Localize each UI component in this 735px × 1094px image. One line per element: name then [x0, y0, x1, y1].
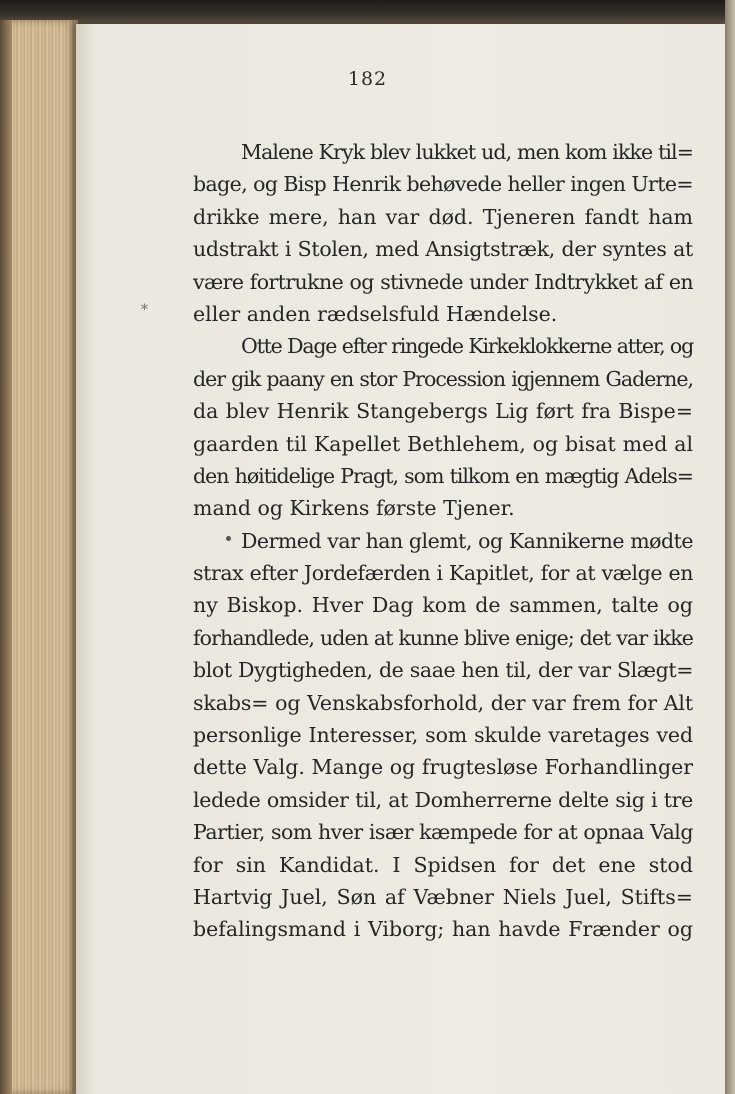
text-line: dette Valg. Mange og frugtesløse Forhandlinger — [193, 755, 693, 780]
book-cover-edge — [0, 20, 12, 1094]
text-line: der gik paany en stor Procession igjennem Gaderne, — [193, 366, 693, 391]
text-line: befalingsmand i Viborg; han havde Frænder og — [193, 917, 693, 942]
text-line: den høitidelige Pragt, som tilkom en mægtig Adels= — [193, 463, 693, 488]
margin-mark: * — [141, 302, 148, 318]
text-line: personlige Interesser, som skulde varetages ved — [193, 723, 693, 748]
text-line: udstrakt i Stolen, med Ansigtstræk, der syntes at — [193, 237, 693, 262]
text-line: skabs= og Venskabsforhold, der var frem for Alt — [193, 690, 693, 715]
text-line: Hartvig Juel, Søn af Væbner Niels Juel, Stifts= — [193, 884, 693, 909]
text-line: være fortrukne og stivnede under Indtrykket af en — [193, 269, 693, 294]
text-line: forhandlede, uden at kunne blive enige; det var ikke — [193, 625, 693, 650]
text-line: eller anden rædselsfuld Hændelse. — [193, 301, 558, 326]
text-line: blot Dygtigheden, de saae hen til, der var Slægt= — [193, 658, 693, 683]
text-line: da blev Henrik Stangebergs Lig ført fra Bispe= — [193, 399, 693, 424]
text-line: mand og Kirkens første Tjener. — [193, 496, 515, 521]
body-text — [193, 136, 693, 946]
text-line: strax efter Jordefærden i Kapitlet, for at vælge en — [193, 561, 693, 586]
text-line: gaarden til Kapellet Bethlehem, og bisat med al — [193, 431, 693, 456]
page-number: 182 — [347, 68, 388, 90]
text-line: Partier, som hver især kæmpede for at opnaa Valg — [193, 820, 693, 845]
text-line: Malene Kryk blev lukket ud, men kom ikke til= — [241, 140, 693, 164]
text-line: Dermed var han glemt, og Kannikerne mødte — [241, 528, 693, 553]
text-line: Otte Dage efter ringede Kirkeklokkerne atter, og — [241, 334, 693, 359]
text-line: bage, og Bisp Henrik behøvede heller ingen Urte= — [193, 172, 693, 197]
text-line: ledede omsider til, at Domherrerne delte sig i tre — [193, 787, 693, 812]
text-line: drikke mere, han var død. Tjeneren fandt ham — [193, 204, 693, 229]
book-right-edge — [725, 0, 735, 1094]
book-top-edge — [0, 0, 735, 26]
text-line: for sin Kandidat. I Spidsen for det ene stod — [193, 852, 693, 877]
text-line: ny Biskop. Hver Dag kom de sammen, talte og — [193, 593, 693, 618]
